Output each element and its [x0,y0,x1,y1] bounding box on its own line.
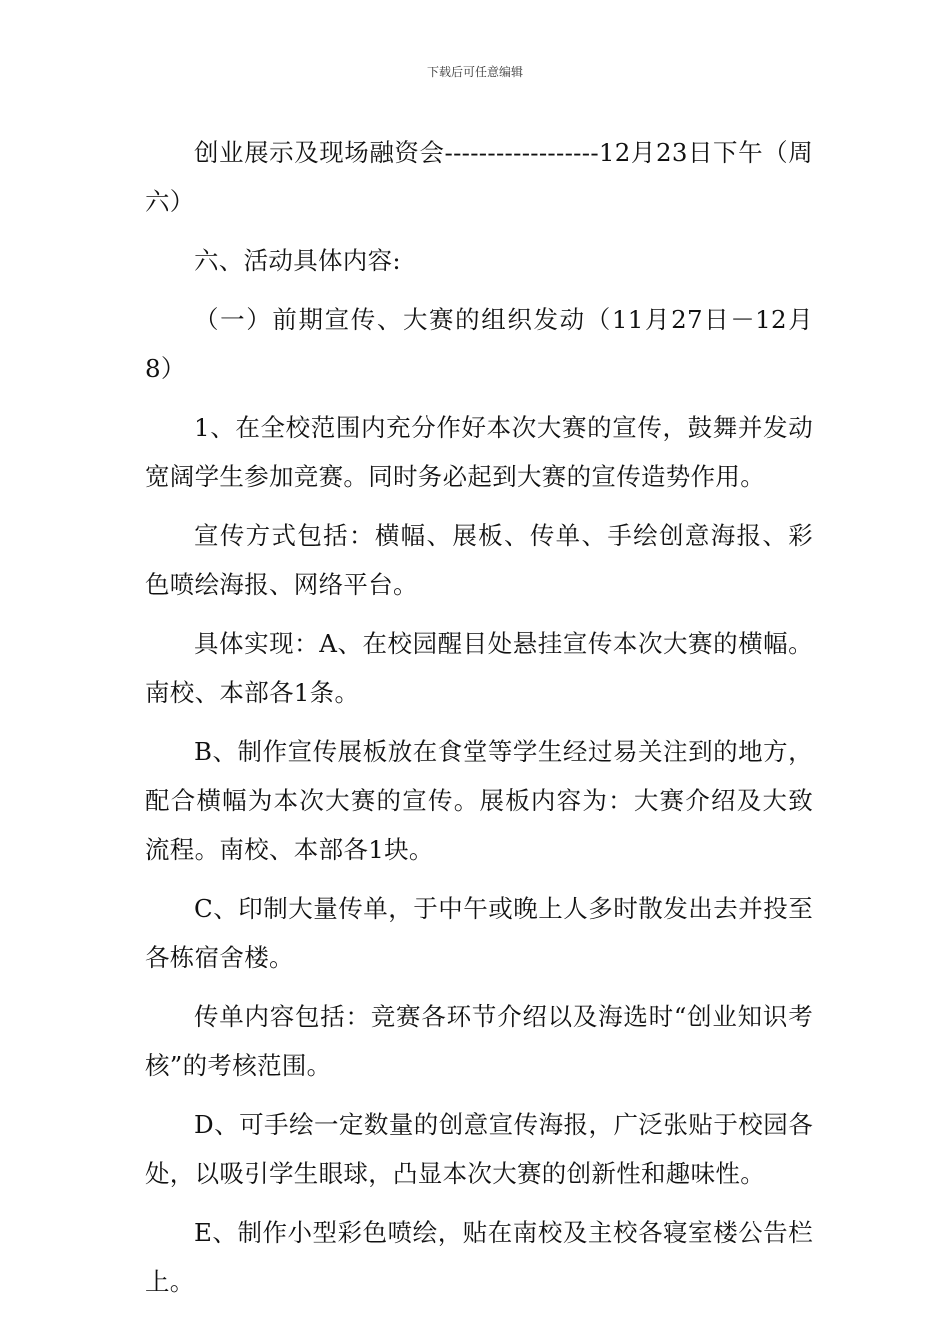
paragraph-schedule-financing: 创业展示及现场融资会------------------12月23日下午（周六） [145,138,813,216]
paragraph-item-b-display-board: B、制作宣传展板放在食堂等学生经过易关注到的地方，配合横幅为本次大赛的宣传。展板内容为：大赛介绍及大致流程。南校、本部各1块。 [145,737,813,864]
paragraph-item-a-banner: 具体实现：A、在校园醒目处悬挂宣传本次大赛的横幅。南校、本部各1条。 [145,629,813,707]
page-header-note: 下载后可任意编辑 [426,65,523,79]
document-body [145,128,813,1306]
paragraph-section-six-heading: 六、活动具体内容: [194,246,401,275]
paragraph-item-c-flyers: C、印制大量传单，于中午或晚上人多时散发出去并投至各栋宿舍楼。 [145,894,813,972]
paragraph-item-1: 1、在全校范围内充分作好本次大赛的宣传，鼓舞并发动宽阔学生参加竞赛。同时务必起到大赛的宣传造势作用。 [145,413,813,491]
paragraph-item-d-posters: D、可手绘一定数量的创意宣传海报，广泛张贴于校园各处，以吸引学生眼球，凸显本次大赛的创新性和趣味性。 [145,1110,813,1188]
paragraph-subsection-publicity: （一）前期宣传、大赛的组织发动（11月27日－12月8） [145,305,813,383]
paragraph-flyer-content: 传单内容包括：竞赛各环节介绍以及海选时“创业知识考核”的考核范围。 [145,1002,813,1080]
paragraph-item-e-spray-paint: E、制作小型彩色喷绘，贴在南校及主校各寝室楼公告栏上。 [145,1218,813,1296]
paragraph-publicity-methods: 宣传方式包括：横幅、展板、传单、手绘创意海报、彩色喷绘海报、网络平台。 [145,521,813,599]
